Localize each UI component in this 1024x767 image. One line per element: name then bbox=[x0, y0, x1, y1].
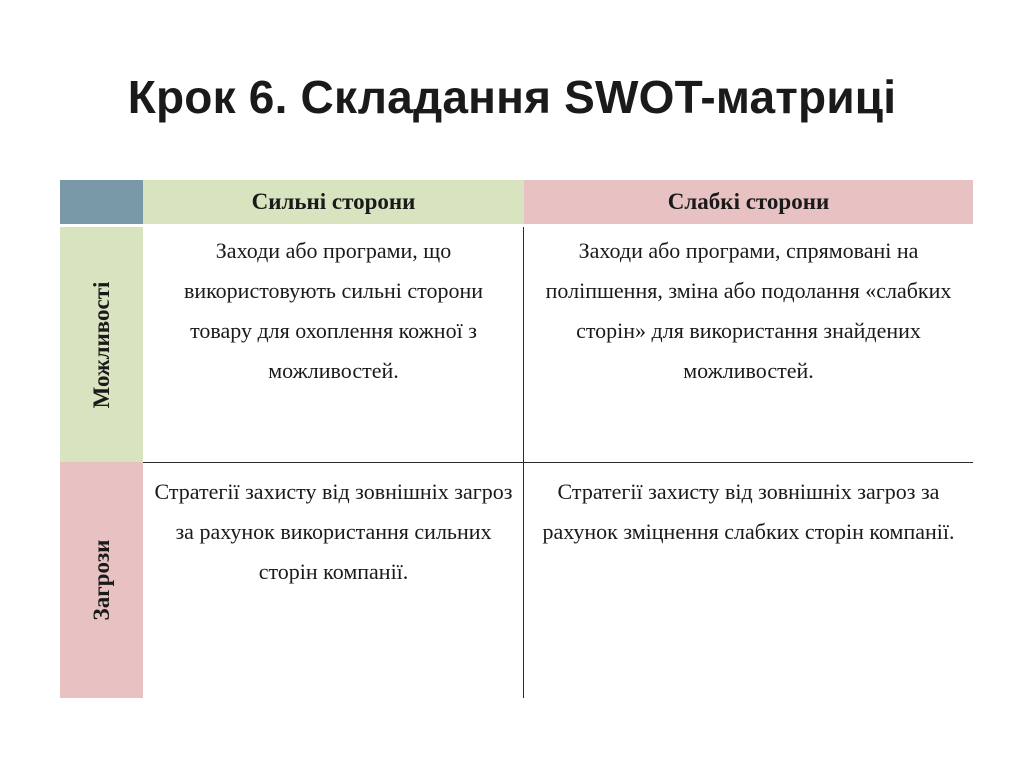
row-header-opportunities bbox=[60, 227, 143, 462]
cell-strengths-threats: Стратегії захисту від зовнішніх загроз за рахунок використання сильних сторін компанії. bbox=[154, 479, 513, 584]
header-weaknesses: Слабкі сторони bbox=[524, 180, 973, 224]
row-label-threats: Загрози bbox=[88, 539, 114, 621]
matrix-horizontal-divider bbox=[143, 462, 973, 463]
row-header-threats bbox=[60, 462, 143, 698]
cell-strengths-opportunities: Заходи або програми, що використовують сильні сторони товару для охоплення кожної з можливостей. bbox=[183, 238, 484, 383]
cell-weaknesses-opportunities: Заходи або програми, спрямовані на поліпшення, зміна або подолання «слабких сторін» для використання знайдених можливостей. bbox=[545, 238, 952, 383]
header-strengths: Сильні сторони bbox=[143, 180, 524, 224]
cell-weaknesses-threats: Стратегії захисту від зовнішніх загроз за рахунок зміцнення слабких сторін компанії. bbox=[542, 479, 955, 544]
matrix-corner-cell bbox=[60, 180, 143, 224]
row-label-opportunities: Можливості bbox=[88, 281, 114, 408]
slide-title: Крок 6. Складання SWOT-матриці bbox=[127, 71, 897, 123]
